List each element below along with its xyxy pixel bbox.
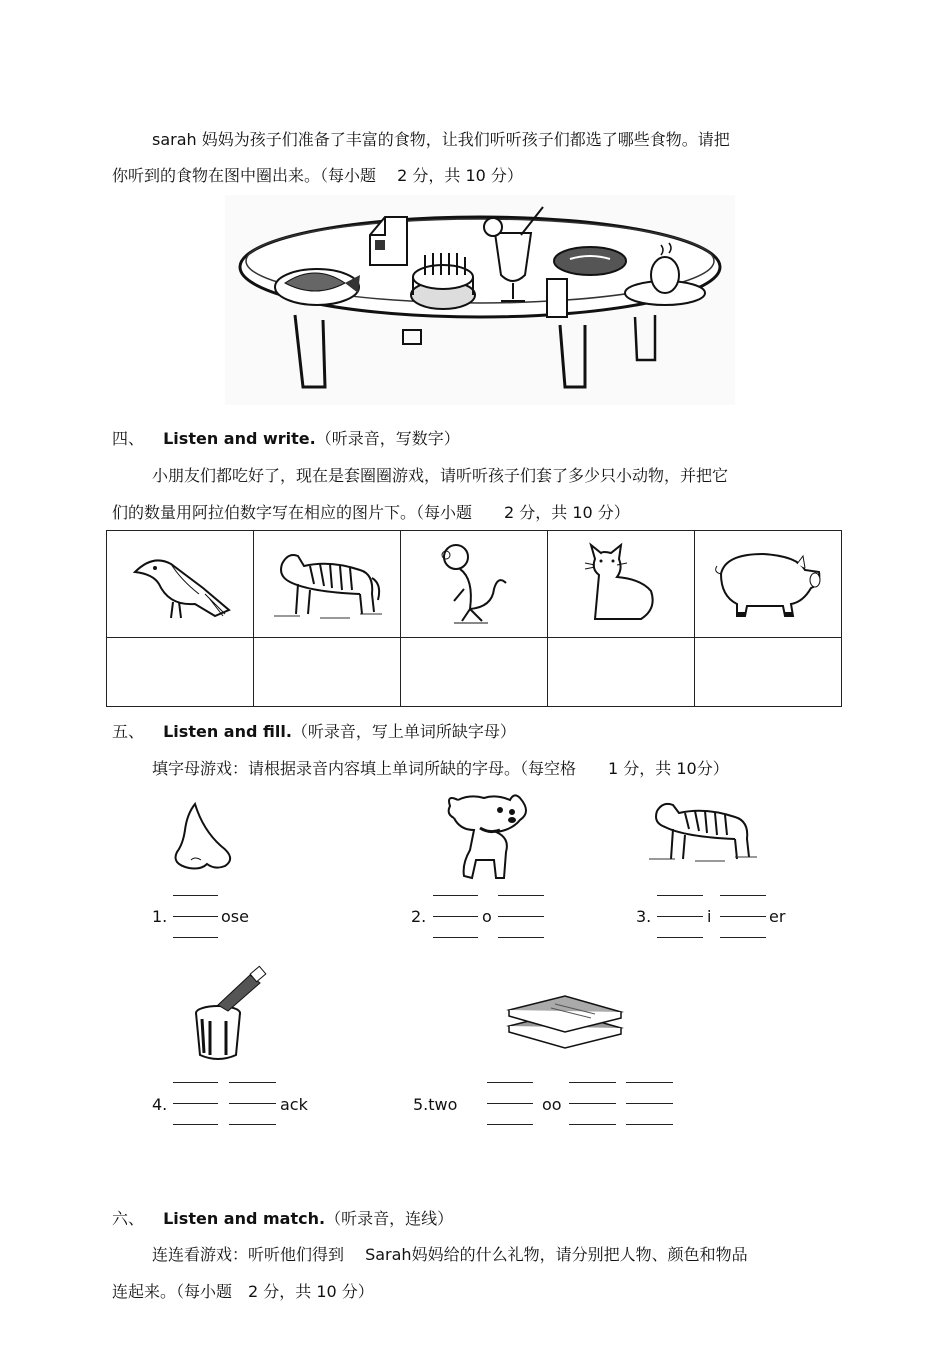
answer-cell-tiger[interactable] bbox=[254, 638, 401, 707]
glass-of-water-icon bbox=[547, 279, 567, 317]
item3-middle: i bbox=[707, 907, 712, 926]
paint-bucket-picture bbox=[188, 965, 273, 1065]
section4-intro-line1: 小朋友们都吃好了，现在是套圈圈游戏，请听听孩子们套了多少只小动物，并把它 bbox=[152, 466, 729, 485]
item4-suffix: ack bbox=[280, 1095, 308, 1114]
section6-intro-line2: 连起来。（每小题 2 分，共 10 分） bbox=[112, 1282, 374, 1301]
answer-cell-cat[interactable] bbox=[548, 638, 695, 707]
section4-title-cn: （听录音，写数字） bbox=[315, 429, 460, 448]
item5-number: 5.two bbox=[413, 1095, 458, 1114]
section4-number: 四、 bbox=[112, 429, 145, 448]
item2-middle: o bbox=[482, 907, 492, 926]
item1-number: 1. bbox=[152, 907, 168, 926]
books-picture bbox=[505, 988, 625, 1063]
section5-title-cn: （听录音，写上单词所缺字母） bbox=[291, 722, 516, 741]
section4-intro-line2: 们的数量用阿拉伯数字写在相应的图片下。（每小题 2 分，共 10 分） bbox=[112, 503, 630, 522]
nose-icon bbox=[165, 800, 245, 875]
bird-icon bbox=[125, 544, 235, 624]
dog-icon bbox=[440, 790, 540, 885]
answer-cell-bird[interactable] bbox=[107, 638, 254, 707]
section5-number: 五、 bbox=[112, 722, 145, 741]
section6-intro-line1: 连连看游戏：听听他们得到 Sarah妈妈给的什么礼物，请分别把人物、颜色和物品 bbox=[152, 1245, 748, 1264]
animal-cell-monkey bbox=[401, 531, 548, 638]
monkey-icon bbox=[434, 539, 514, 629]
tiger-icon bbox=[645, 795, 760, 865]
animal-count-table bbox=[106, 530, 842, 707]
nose-picture bbox=[165, 800, 245, 875]
tiger-icon bbox=[270, 544, 385, 624]
item1-suffix: ose bbox=[221, 907, 249, 926]
animal-cell-tiger bbox=[254, 531, 401, 638]
section5-heading bbox=[112, 719, 516, 742]
answer-cell-pig[interactable] bbox=[695, 638, 842, 707]
item5-middle: oo bbox=[542, 1095, 562, 1114]
answer-cell-monkey[interactable] bbox=[401, 638, 548, 707]
fish-plate-icon bbox=[275, 269, 360, 305]
section5-title: Listen and fill. bbox=[163, 722, 292, 741]
section5-intro: 填字母游戏：请根据录音内容填上单词所缺的字母。（每空格 1 分，共 10分） bbox=[152, 759, 729, 778]
food-table-illustration bbox=[225, 195, 735, 405]
item4-number: 4. bbox=[152, 1095, 168, 1114]
section4-heading bbox=[112, 426, 460, 449]
section3-intro-line1: sarah 妈妈为孩子们准备了丰富的食物，让我们听听孩子们都选了哪些食物。请把 bbox=[152, 130, 730, 149]
paint-bucket-icon bbox=[188, 965, 273, 1065]
section6-number: 六、 bbox=[112, 1209, 145, 1228]
item3-number: 3. bbox=[636, 907, 652, 926]
section4-title: Listen and write. bbox=[163, 429, 316, 448]
cat-icon bbox=[581, 539, 661, 629]
item2-number: 2. bbox=[411, 907, 427, 926]
tiger-picture bbox=[645, 795, 760, 865]
pig-icon bbox=[711, 544, 826, 624]
books-icon bbox=[505, 988, 625, 1063]
section6-heading bbox=[112, 1206, 453, 1229]
animal-cell-pig bbox=[695, 531, 842, 638]
section3-intro-line2: 你听到的食物在图中圈出来。（每小题 2 分，共 10 分） bbox=[112, 166, 523, 185]
section6-title-cn: （听录音，连线） bbox=[325, 1209, 454, 1228]
item3-suffix: er bbox=[769, 907, 786, 926]
animal-cell-cat bbox=[548, 531, 695, 638]
dog-picture bbox=[440, 790, 540, 885]
bread-icon bbox=[554, 247, 626, 275]
animal-cell-bird bbox=[107, 531, 254, 638]
section6-title: Listen and match. bbox=[163, 1209, 326, 1228]
